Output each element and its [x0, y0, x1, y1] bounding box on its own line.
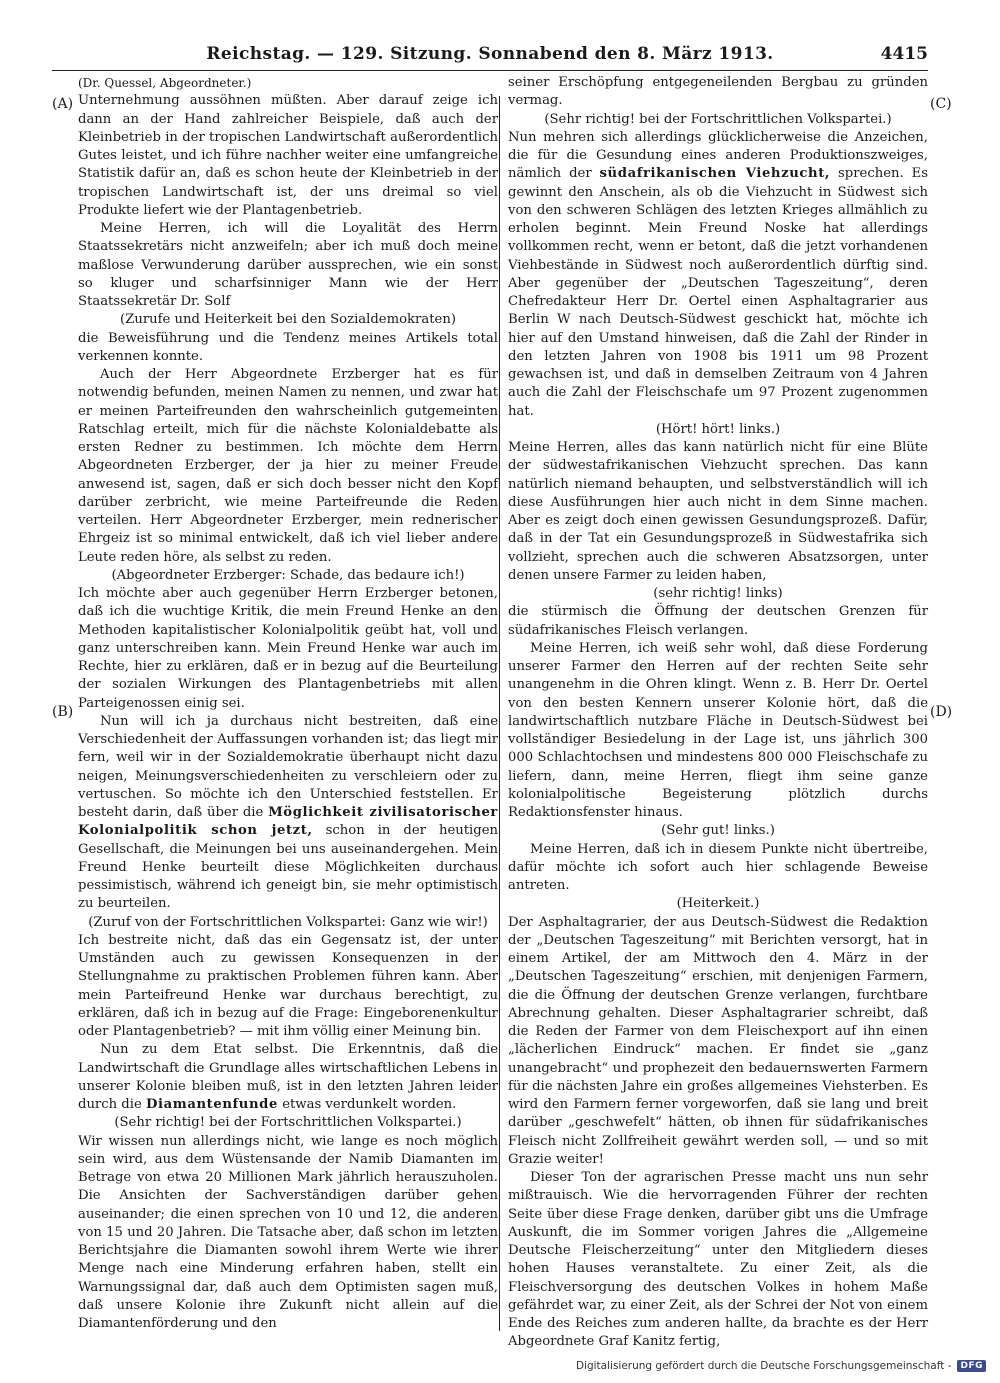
interjection: (Zurufe und Heiterkeit bei den Sozialdemokraten) — [120, 312, 456, 328]
paragraph: Dieser Ton der agrarischen Presse macht uns nun sehr mißtrauisch. Wie die hervorragenden Führer der rechten Seite über diese Frage denken, darüber gibt uns die Umfrage Auskunft, die im Sommer vorigen Jahres die „Allgemeine Deutsche Fleischerzeitung“ unter den Mitgliedern dieses hohen Hauses veranstaltete. Zu einer Zeit, als die Fleischversorgung des deutschen Volkes in hohem Maße gefährdet war, zu einer Zeit, als der Schrei der Not von einem Ende des Reiches zum anderen hallte, da brachte es der Herr Abgeordnete Graf Kanitz fertig, — [508, 1170, 928, 1350]
interjection: (Sehr richtig! bei der Fortschrittlichen Volkspartei.) — [544, 111, 892, 127]
emphasis-text: Diamantenfunde — [145, 1097, 278, 1112]
paragraph: Ich bestreite nicht, daß das ein Gegensatz ist, der unter Umständen auch zu gewissen Konsequenzen in der Stellungnahme zu praktischen Problemen führen kann. Aber mein Parteifreund Henke war durchaus berechtigt, zu erklären, daß ich in bezug auf die Frage: Eingeborenenkultur oder Plantagenbetrieb? — mit ihm völlig einer Meinung bin. — [78, 932, 498, 1039]
interjection: (Sehr gut! links.) — [661, 823, 775, 839]
paragraph — [78, 1041, 498, 1114]
paragraph: Ich möchte aber auch gegenüber Herrn Erzberger betonen, daß ich die wuchtige Kritik, die mein Freund Henke an den Methoden kapitalistischer Kolonialpolitik geübt hat, voll und ganz unterschreiben kann. Mein Freund Henke war auch im Rechte, hier zu erklären, daß er in bezug auf die Beurteilung der sozialen Wirkungen des Plantagenbetriebs mit allen Parteigenossen einig sei. — [78, 586, 498, 711]
margin-marker-b: (B) — [52, 704, 74, 720]
column-divider — [499, 96, 500, 1331]
interjection: (Hört! hört! links.) — [655, 421, 781, 437]
paragraph-text: schon in der heutigen Gesellschaft, die Meinungen bei uns auseinandergehen. Mein Freund Henke beurteilt diese Möglichkeiten durchaus pessimistisch, während ich geneigt bin, sie mehr optimistisch zu beurteilen. — [78, 823, 498, 912]
paragraph — [78, 713, 498, 914]
header-rule — [52, 70, 928, 71]
page-header — [52, 44, 928, 68]
interjection: (sehr richtig! links) — [653, 586, 783, 601]
paragraph — [508, 129, 928, 421]
paragraph: die stürmisch die Öffnung der deutschen Grenzen für südafrikanisches Fleisch verlangen. — [508, 604, 928, 638]
digitization-footer — [576, 1360, 986, 1372]
dfg-logo: DFG — [957, 1360, 986, 1372]
margin-marker-a: (A) — [52, 96, 74, 112]
paragraph: Der Asphaltagrarier, der aus Deutsch-Südwest die Redaktion der „Deutschen Tageszeitung“ mit Berichten versorgt, hat in einem Artikel, der am Mittwoch den 4. März in der „Deutschen Tageszeitung“ erschien, mit denjenigen Farmern, die die Öffnung der deutschen Grenze verlangen, furchtbare Abrechnung gehalten. Dieser Asphaltagrarier schreibt, daß die Reden der Farmer von dem Fleischexport auf ihn einen „lächerlichen Eindruck“ machen. Er findet sie „ganz unangebracht“ und prophezeit den bedauernswerten Farmern für die nächsten Jahre ein großes allgemeines Viehsterben. Es wird den Farmern ferner vorgeworfen, daß sie lang und breit darüber „geschwefelt“ hätten, ob ihnen für südafrikanisches Fleisch nicht Zollfreiheit gewährt werden soll, — und so mit Grazie weiter! — [508, 914, 928, 1167]
paragraph: die Beweisführung und die Tendenz meines Artikels total verkennen konnte. — [78, 330, 498, 364]
paragraph-text: Nun zu dem Etat selbst. Die Erkenntnis, daß die Landwirtschaft die Grundlage alles wirtschaftlichen Lebens in unserer Kolonie bleiben muß, ist in den letzten Jahren leider durch die — [78, 1042, 498, 1112]
interjection: (Abgeordneter Erzberger: Schade, das bedaure ich!) — [111, 567, 465, 583]
paragraph: Unternehmung aussöhnen müßten. Aber darauf zeige ich dann an der Hand zahlreicher Beispiele, daß auch der Kleinbetrieb in der tropischen Landwirtschaft außerordentlich Gutes leistet, und ich führe nachher weiter eine umfangreiche Statistik dafür an, daß es schon heute der Kleinbetrieb in der tropischen Landwirtschaft ist, der uns dreimal so viel Produkte liefert wie der Plantagenbetrieb. — [78, 93, 498, 218]
interjection: (Zuruf von der Fortschrittlichen Volkspartei: Ganz wie wir!) — [88, 914, 488, 930]
speaker-note: (Dr. Quessel, Abgeordneter.) — [78, 76, 252, 90]
left-column — [78, 74, 498, 1333]
interjection: (Sehr richtig! bei der Fortschrittlichen Volkspartei.) — [114, 1115, 462, 1131]
paragraph: Meine Herren, daß ich in diesem Punkte nicht übertreibe, dafür möchte ich sofort auch hier schlagende Beweise antreten. — [508, 841, 928, 893]
emphasis-text: Möglichkeit zivilisatorischer Kolonialpolitik schon jetzt, — [78, 805, 498, 839]
page-number: 4415 — [880, 44, 928, 64]
paragraph: seiner Erschöpfung entgegeneilenden Bergbau zu gründen vermag. — [508, 75, 928, 109]
paragraph-text: Nun will ich ja durchaus nicht bestreiten, daß eine Verschiedenheit der Auffassungen vorhanden ist; das liegt mir fern, weil wir in der Sozialdemokratie überhaupt nicht dazu neigen, Meinungsverschiedenheiten zu verschleiern oder zu vertuschen. So möchte ich den Unterschied feststellen. Er besteht darin, daß über die — [78, 713, 498, 820]
paragraph: Wir wissen nun allerdings nicht, wie lange es noch möglich sein wird, aus dem Wüstensande der Namib Diamanten im Betrage von etwa 20 Millionen Mark jährlich herauszuholen. Die Ansichten der Sachverständigen darüber gehen auseinander; die einen sprechen von 10 und 12, die anderen von 15 und 20 Jahren. Die Tatsache aber, daß schon im letzten Berichtsjahre die Diamanten sowohl ihrem Werte wie ihrer Menge nach eine Minderung erfahren haben, stellt ein Warnungssignal dar, daß auch dem Optimisten sagen muß, daß unsere Kolonie ihre Zukunft nicht allein auf die Diamantenförderung und den — [78, 1133, 498, 1331]
paragraph: Auch der Herr Abgeordnete Erzberger hat es für notwendig befunden, meinen Namen zu nennen, und zwar hat er meinen Parteifreunden den wahrscheinlich gutgemeinten Ratschlag erteilt, mich für die nächste Kolonialdebatte als ersten Redner zu bestimmen. Ich möchte dem Herrn Abgeordneten Erzberger, der ja hier zu meiner Freude anwesend ist, sagen, daß er sich doch besser nicht den Kopf darüber zerbricht, wie meine Parteifreunde die Reden verteilen. Herr Abgeordneter Erzberger, mein rednerischer Ehrgeiz ist so minimal entwickelt, daß ich viel lieber andere Leute reden höre, als selbst zu reden. — [78, 367, 498, 565]
paragraph-text: Nun mehren sich allerdings glücklicherweise die Anzeichen, die für die Gesundung eines anderen Produktionszweiges, nämlich der — [508, 129, 928, 182]
margin-marker-c: (C) — [930, 96, 952, 112]
footer-text: Digitalisierung gefördert durch die Deutsche Forschungsgemeinschaft - — [575, 1360, 952, 1372]
paragraph-text: sprechen. Es gewinnt den Anschein, als ob die Viehzucht in Südwest sich von den schweren Schlägen des letzten Krieges allmählich zu erholen beginnt. Mein Freund Noske hat allerdings vollkommen recht, wenn er betont, daß die jetzt vorhandenen Viehbestände in Südwest noch außerordentlich dürftig sind. Aber gegenüber der „Deutschen Tageszeitung“, deren Chefredakteur Herr Dr. Oertel einen Asphaltagrarier aus Berlin W nach Deutsch-Südwest geschickt hat, möchte ich hier auf den Umstand hinweisen, daß die Zahl der Rinder in den letzten Jahren von 1908 bis 1911 um 98 Prozent gewachsen ist, und daß in demselben Zeitraum von 4 Jahren auch die Zahl der Fleischschafe um 97 Prozent zugenommen hat. — [508, 166, 928, 419]
interjection: (Heiterkeit.) — [676, 896, 760, 912]
emphasis-text: südafrikanischen Viehzucht, — [599, 166, 831, 182]
right-column — [508, 74, 928, 1352]
paragraph: Meine Herren, ich will die Loyalität des Herrn Staatssekretärs nicht anzweifeln; aber ich muß doch meine maßlose Verwunderung darüber aussprechen, wie ein sonst so kluger und scharfsinniger Mann wie der Herr Staatssekretär Dr. Solf — [78, 221, 498, 309]
paragraph: Meine Herren, ich weiß sehr wohl, daß diese Forderung unserer Farmer den Herren auf der rechten Seite sehr unangenehm in die Ohren klingt. Wenn z. B. Herr Dr. Oertel von den besten Kennern unserer Kolonie hört, daß die landwirtschaftlich nutzbare Fläche in Deutsch-Südwest bei vollständiger Besiedelung in der Lage ist, uns jährlich 300 000 Schlachtochsen und mindestens 800 000 Fleischschafe zu liefern, dann, meine Herren, fliegt ihm seine ganze kolonialpolitische Begeisterung plötzlich durchs Redaktionsfenster hinaus. — [508, 640, 928, 820]
paragraph: Meine Herren, alles das kann natürlich nicht für eine Blüte der südwestafrikanischen Viehzucht sprechen. Das kann natürlich niemand behaupten, und selbstverständlich will ich diese Ausführungen hier auch nicht in dem Sinne machen. Aber es zeigt doch einen gewissen Gesundungsprozeß. Dafür, daß in der Tat ein Gesundungsprozeß in Südwestafrika sich vollzieht, sprechen auch die schweren Absatzsorgen, unter denen unsere Farmer zu leiden haben, — [508, 440, 928, 583]
margin-marker-d: (D) — [930, 704, 953, 720]
running-title: Reichstag. — 129. Sitzung. Sonnabend den 8. März 1913. — [206, 44, 774, 64]
paragraph-text: etwas verdunkelt worden. — [282, 1097, 457, 1112]
